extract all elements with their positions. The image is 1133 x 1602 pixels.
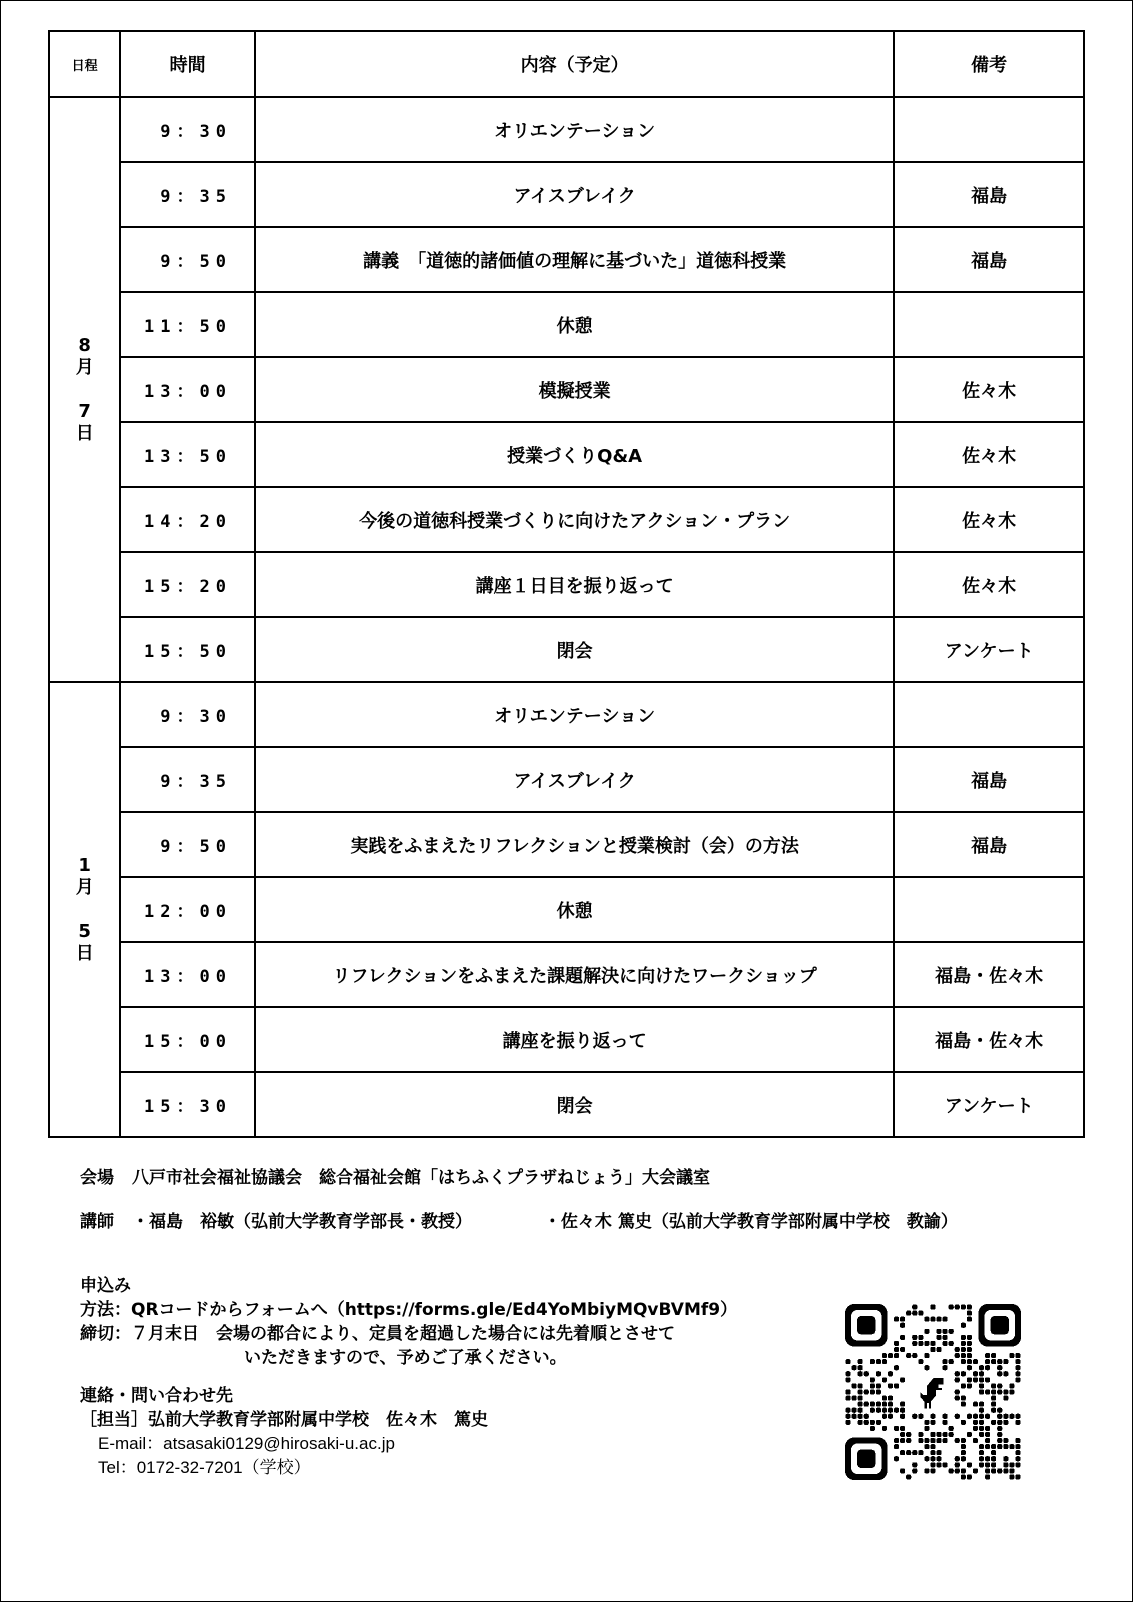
note-cell	[894, 877, 1084, 942]
time-cell: 9：50	[120, 812, 255, 877]
time-cell: 14：20	[120, 487, 255, 552]
table-row	[49, 292, 1084, 357]
application-heading: 申込み	[80, 1276, 131, 1296]
table-row	[49, 1007, 1084, 1072]
table-row	[49, 877, 1084, 942]
content-cell: 休憩	[255, 292, 894, 357]
qr-finder-top-left	[845, 1304, 887, 1346]
day-cell	[49, 97, 120, 682]
table-row	[49, 1072, 1084, 1137]
content-cell: リフレクションをふまえた課題解決に向けたワークショップ	[255, 942, 894, 1007]
table-row	[49, 552, 1084, 617]
time-cell: 15：20	[120, 552, 255, 617]
time-cell: 9：35	[120, 162, 255, 227]
contact-heading: 連絡・問い合わせ先	[80, 1386, 233, 1406]
header-date: 日程	[49, 31, 120, 97]
contact-email[interactable]: E-mail：atsasaki0129@hirosaki-u.ac.jp	[98, 1434, 395, 1453]
application-deadline-cont: いただきますので、予めご了承ください。	[244, 1348, 567, 1368]
table-row	[49, 162, 1084, 227]
note-cell: アンケート	[894, 617, 1084, 682]
content-cell: アイスブレイク	[255, 747, 894, 812]
qr-finder-top-right	[979, 1304, 1021, 1346]
qr-code[interactable]	[845, 1304, 1021, 1480]
note-cell: 福島・佐々木	[894, 1007, 1084, 1072]
header-content: 内容（予定）	[255, 31, 894, 97]
note-cell: 佐々木	[894, 552, 1084, 617]
table-row	[49, 97, 1084, 162]
venue-label: 会場	[80, 1168, 114, 1188]
note-cell: 佐々木	[894, 422, 1084, 487]
header-row	[49, 31, 1084, 97]
lecturers	[80, 1210, 958, 1234]
table-row	[49, 422, 1084, 487]
table-row	[49, 487, 1084, 552]
application	[80, 1274, 737, 1370]
content-cell: 今後の道徳科授業づくりに向けたアクション・プラン	[255, 487, 894, 552]
table-row	[49, 747, 1084, 812]
content-cell: 講義 「道徳的諸価値の理解に基づいた」道徳科授業	[255, 227, 894, 292]
application-method: 方法：QRコードからフォームへ（https://forms.gle/Ed4YoMbiyMQvBVMf9）	[80, 1300, 738, 1320]
time-cell: 9：30	[120, 682, 255, 747]
note-cell: 福島	[894, 747, 1084, 812]
note-cell: 福島	[894, 227, 1084, 292]
time-cell: 15：00	[120, 1007, 255, 1072]
note-cell: 佐々木	[894, 357, 1084, 422]
content-cell: 閉会	[255, 617, 894, 682]
content-cell: 閉会	[255, 1072, 894, 1137]
note-cell: 佐々木	[894, 487, 1084, 552]
application-deadline: 締切：７月末日 会場の都合により、定員を超過した場合には先着順とさせて	[80, 1324, 675, 1344]
day-label: 1 月 5 日	[75, 854, 94, 964]
schedule-body	[49, 97, 1084, 1137]
contact	[80, 1384, 488, 1480]
lecturer-2: ・佐々木 篤史（弘前大学教育学部附属中学校 教諭）	[543, 1212, 958, 1232]
content-cell: 講座を振り返って	[255, 1007, 894, 1072]
note-cell: 福島	[894, 162, 1084, 227]
content-cell: アイスブレイク	[255, 162, 894, 227]
content-cell: 実践をふまえたリフレクションと授業検討（会）の方法	[255, 812, 894, 877]
note-cell	[894, 682, 1084, 747]
time-cell: 13：00	[120, 357, 255, 422]
time-cell: 15：30	[120, 1072, 255, 1137]
time-cell: 9：35	[120, 747, 255, 812]
time-cell: 12：00	[120, 877, 255, 942]
content-cell: 講座１日目を振り返って	[255, 552, 894, 617]
content-cell: オリエンテーション	[255, 97, 894, 162]
note-cell: 福島・佐々木	[894, 942, 1084, 1007]
header-notes: 備考	[894, 31, 1084, 97]
table-row	[49, 682, 1084, 747]
time-cell: 13：00	[120, 942, 255, 1007]
table-row	[49, 227, 1084, 292]
venue-text: 八戸市社会福祉協議会 総合福祉会館「はちふくプラザねじょう」大会議室	[132, 1168, 710, 1188]
time-cell: 15：50	[120, 617, 255, 682]
time-cell: 9：50	[120, 227, 255, 292]
content-cell: 授業づくりQ&A	[255, 422, 894, 487]
note-cell: アンケート	[894, 1072, 1084, 1137]
venue	[80, 1166, 710, 1190]
day-cell	[49, 682, 120, 1137]
schedule-table	[48, 30, 1085, 1138]
table-row	[49, 617, 1084, 682]
table-row	[49, 942, 1084, 1007]
time-cell: 11：50	[120, 292, 255, 357]
content-cell: 休憩	[255, 877, 894, 942]
contact-person: ［担当］弘前大学教育学部附属中学校 佐々木 篤史	[80, 1410, 488, 1430]
note-cell	[894, 97, 1084, 162]
day-label: 8 月 7 日	[75, 334, 94, 444]
time-cell: 13：50	[120, 422, 255, 487]
note-cell	[894, 292, 1084, 357]
contact-tel: Tel：0172-32-7201（学校）	[98, 1458, 311, 1477]
header-time: 時間	[120, 31, 255, 97]
table-row	[49, 812, 1084, 877]
note-cell: 福島	[894, 812, 1084, 877]
qr-dino-icon	[915, 1374, 951, 1410]
table-row	[49, 357, 1084, 422]
time-cell: 9：30	[120, 97, 255, 162]
content-cell: 模擬授業	[255, 357, 894, 422]
qr-finder-bottom-left	[845, 1438, 887, 1480]
lecturer-1: ・福島 裕敏（弘前大学教育学部長・教授）	[132, 1212, 472, 1232]
lecturer-label: 講師	[80, 1212, 114, 1232]
content-cell: オリエンテーション	[255, 682, 894, 747]
